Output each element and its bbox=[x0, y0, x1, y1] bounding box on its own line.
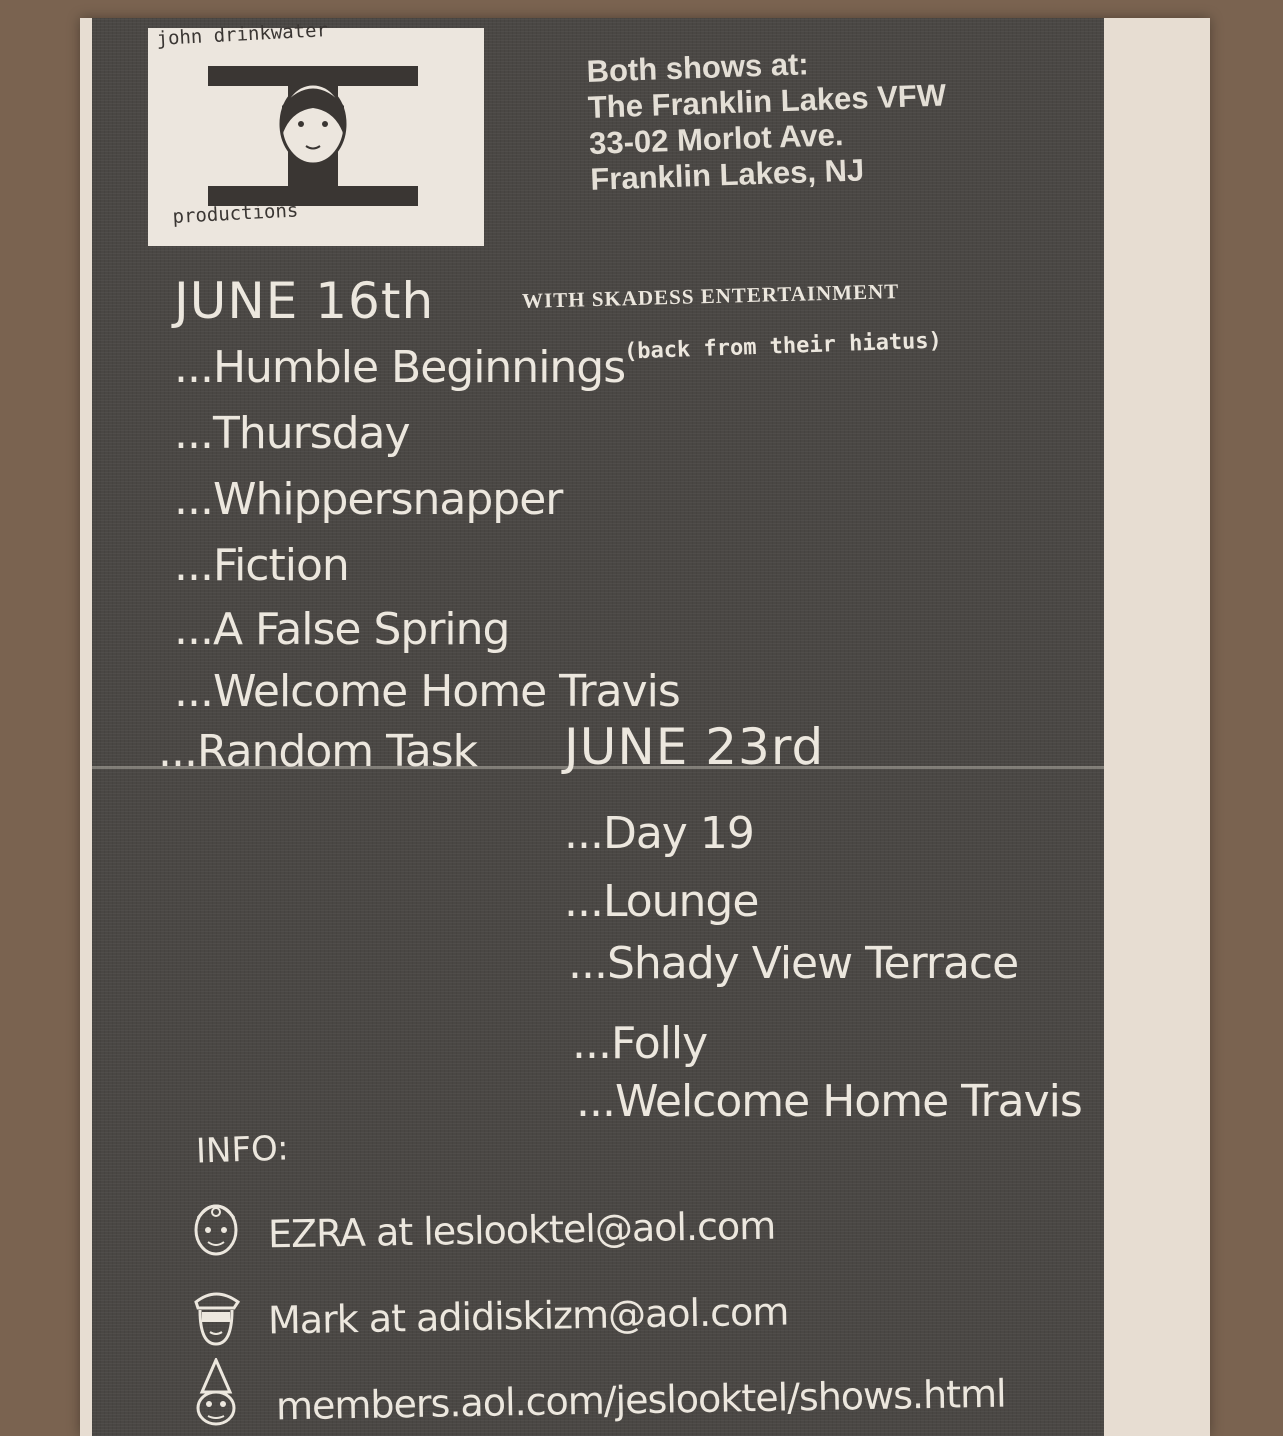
info-label: INFO: bbox=[195, 1128, 290, 1172]
show1-date: JUNE 16th bbox=[174, 272, 435, 330]
ezra-doodle-icon bbox=[188, 1190, 244, 1260]
contact-website-link[interactable]: members.aol.com/jeslooktel/shows.html bbox=[275, 1371, 1006, 1429]
band-item: ...Random Task bbox=[158, 726, 478, 777]
mark-doodle-icon bbox=[188, 1280, 244, 1350]
band-item: ...Whippersnapper bbox=[174, 474, 563, 525]
venue-line: The Franklin Lakes VFW bbox=[587, 77, 947, 125]
show2-date: JUNE 23rd bbox=[564, 718, 825, 776]
band-item: ...Welcome Home Travis bbox=[174, 666, 680, 717]
venue-line: Both shows at: bbox=[586, 46, 810, 89]
band-item: ...Lounge bbox=[564, 876, 759, 927]
flyer-print-area bbox=[92, 18, 1104, 1436]
band-item: ...Humble Beginnings bbox=[174, 342, 626, 393]
venue-line: Franklin Lakes, NJ bbox=[589, 152, 865, 197]
band-item: ...Shady View Terrace bbox=[568, 938, 1019, 989]
venue-block bbox=[586, 41, 949, 197]
logo-top-text: john drinkwater bbox=[156, 19, 329, 50]
portrait-icon bbox=[208, 66, 418, 206]
gnome-doodle-icon bbox=[188, 1358, 244, 1428]
band-item: ...Folly bbox=[572, 1018, 708, 1069]
contact-mark[interactable]: Mark at adidiskizm@aol.com bbox=[267, 1289, 789, 1343]
band-item: ...Fiction bbox=[174, 540, 349, 591]
band-aside-note: (back from their hiatus) bbox=[623, 328, 943, 365]
production-logo bbox=[148, 19, 484, 246]
logo-bottom-text: productions bbox=[172, 199, 299, 228]
band-item: ...A False Spring bbox=[174, 604, 510, 655]
band-item: ...Thursday bbox=[174, 408, 410, 459]
venue-line: 33-02 Morlot Ave. bbox=[588, 117, 844, 161]
band-item: ...Welcome Home Travis bbox=[576, 1076, 1082, 1127]
contact-ezra[interactable]: EZRA at leslooktel@aol.com bbox=[267, 1203, 776, 1257]
show1-cohost-note: WITH SKADESS ENTERTAINMENT bbox=[521, 279, 900, 313]
band-item: ...Day 19 bbox=[564, 808, 754, 859]
